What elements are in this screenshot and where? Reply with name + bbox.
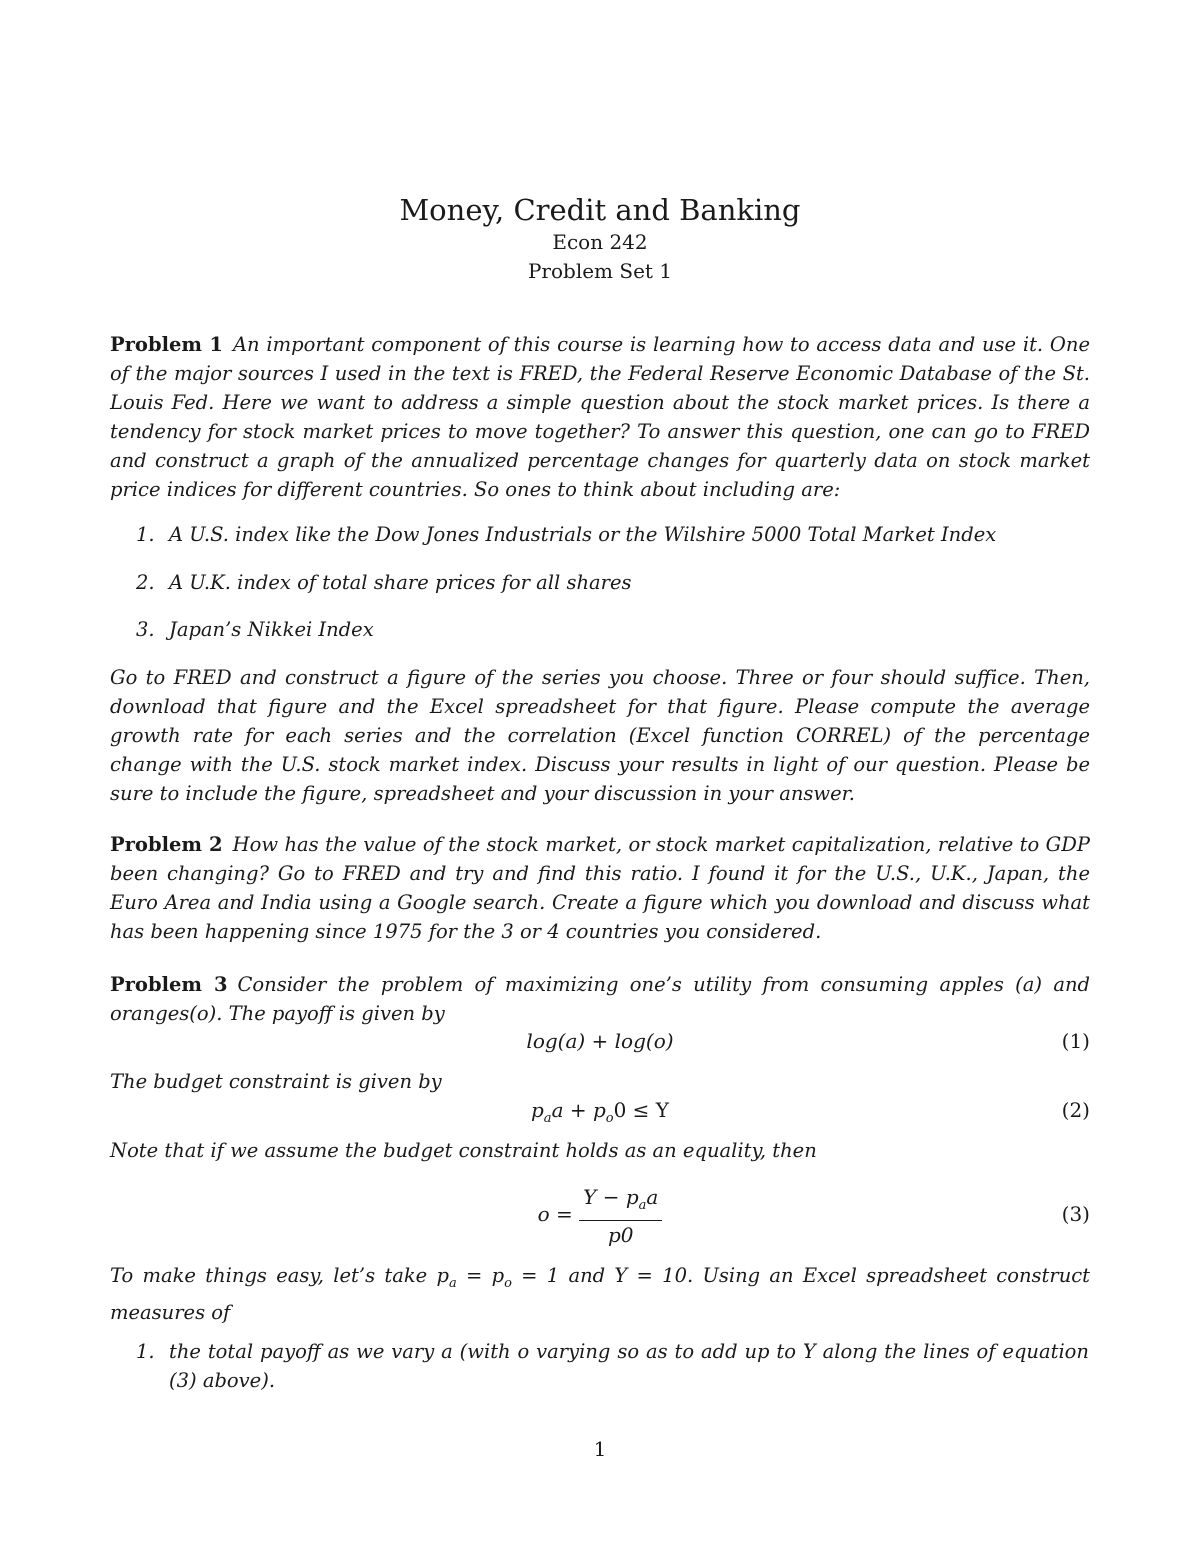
eq3-denominator: p0: [607, 1222, 634, 1247]
list-item-number: 3.: [136, 618, 155, 641]
list-item: [136, 520, 1090, 549]
list-item-number: 1.: [136, 1340, 155, 1363]
equation-2-number: (2): [1061, 1098, 1090, 1122]
list-item-text: the total payoff as we vary a (with o varying so as to add up to Y along the lines of equation (3) above).: [169, 1340, 1089, 1392]
problem-3-intro-text: Consider the problem of maximizing one’s utility from consuming apples (a) and oranges(o). The payoff is given by: [110, 973, 1090, 1025]
document-page: [110, 0, 1090, 1553]
list-item: [136, 1337, 1090, 1395]
eq3-lhs: o =: [537, 1202, 573, 1226]
equality-note-text: Note that if we assume the budget constraint holds as an equality, then: [110, 1139, 817, 1162]
eq3-numerator-text: Y − p: [583, 1184, 639, 1209]
assumption-sub-a: a: [448, 1275, 457, 1291]
list-item-text: A U.K. index of total share prices for all shares: [169, 571, 632, 594]
course-code: Econ 242: [552, 230, 648, 254]
list-item-text: A U.S. index like the Dow Jones Industrials or the Wilshire 5000 Total Market Index: [169, 523, 997, 546]
problem-1-intro: [110, 330, 1090, 504]
budget-constraint-text: The budget constraint is given by: [110, 1070, 442, 1093]
equation-3-number: (3): [1061, 1202, 1090, 1226]
problem-3-intro: [110, 970, 1090, 1028]
problem-1-label: Problem 1: [110, 333, 223, 356]
list-item-number: 1.: [136, 523, 155, 546]
document-title: Money, Credit and Banking: [399, 193, 801, 227]
equation-1: [110, 1026, 1090, 1066]
assumption-text-start: To make things easy, let’s take p: [110, 1264, 449, 1287]
eq2-mid: a + p: [551, 1098, 606, 1122]
list-item: [136, 615, 1090, 644]
problem-2-text: [110, 830, 1090, 946]
equation-2-expression: [110, 1095, 1090, 1134]
eq3-numerator-tail: a: [646, 1184, 659, 1209]
page-number: 1: [593, 1437, 607, 1461]
problem-1-intro-text: An important component of this course is learning how to access data and use it. One of the major sources I used in the text is FRED, the Federal Reserve Economic Database of the St. Louis Fed. Here we want to address a simple question about the stock market prices. Is there a tendency for stock market prices to move together? To answer this question, one can go to FRED and construct a graph of the annualized percentage changes for quarterly data on stock market price indices for different countries. So ones to think about including are:: [110, 333, 1090, 501]
eq3-numerator-sub: a: [638, 1197, 647, 1213]
list-item-number: 2.: [136, 571, 155, 594]
assumption-text: [110, 1261, 1090, 1327]
equation-2: [110, 1095, 1090, 1135]
list-item: [136, 568, 1090, 597]
eq2-p: p: [530, 1098, 544, 1122]
equation-3-expression: [110, 1182, 1090, 1249]
problem-2-body: How has the value of the stock market, or stock market capitalization, relative to GDP been changing? Go to FRED and try and find this ratio. I found it for the U.S., U.K., Japan, the Euro Area and India using a Google search. Create a figure which you download and discuss what has been happening since 1975 for the 3 or 4 countries you considered.: [110, 833, 1090, 943]
eq2-sub-a: a: [543, 1111, 552, 1126]
problem-3-label: Problem 3: [110, 973, 228, 996]
assumption-mid: = p: [456, 1264, 505, 1287]
list-item-text: Japan’s Nikkei Index: [169, 618, 374, 641]
eq2-sub-o: o: [605, 1111, 614, 1126]
eq2-rhs: 0 ≤ Y: [613, 1098, 669, 1122]
assumption-sub-o: o: [504, 1275, 512, 1291]
equation-1-number: (1): [1061, 1029, 1090, 1053]
equation-3: [110, 1182, 1090, 1246]
problem-1-followup: Go to FRED and construct a figure of the series you choose. Three or four should suffice. Then, download that figure and the Excel spreadsheet for that figure. Please compute the average growth rate for each series and the correlation (Excel function CORREL) of the percentage change with the U.S. stock market index. Discuss your results in light of our question. Please be sure to include the figure, spreadsheet and your discussion in your answer.: [110, 666, 1090, 805]
problem-set-label: Problem Set 1: [527, 259, 673, 283]
equation-1-expression: log(a) + log(o): [526, 1029, 674, 1053]
title-block: [110, 192, 1090, 286]
assumption-tail: = 1 and Y = 10. Using an Excel spreadsheet construct measures of: [110, 1264, 1091, 1324]
problem-2-label: Problem 2: [110, 833, 223, 856]
eq3-fraction: [579, 1183, 662, 1249]
eq3-numerator: [579, 1183, 662, 1221]
